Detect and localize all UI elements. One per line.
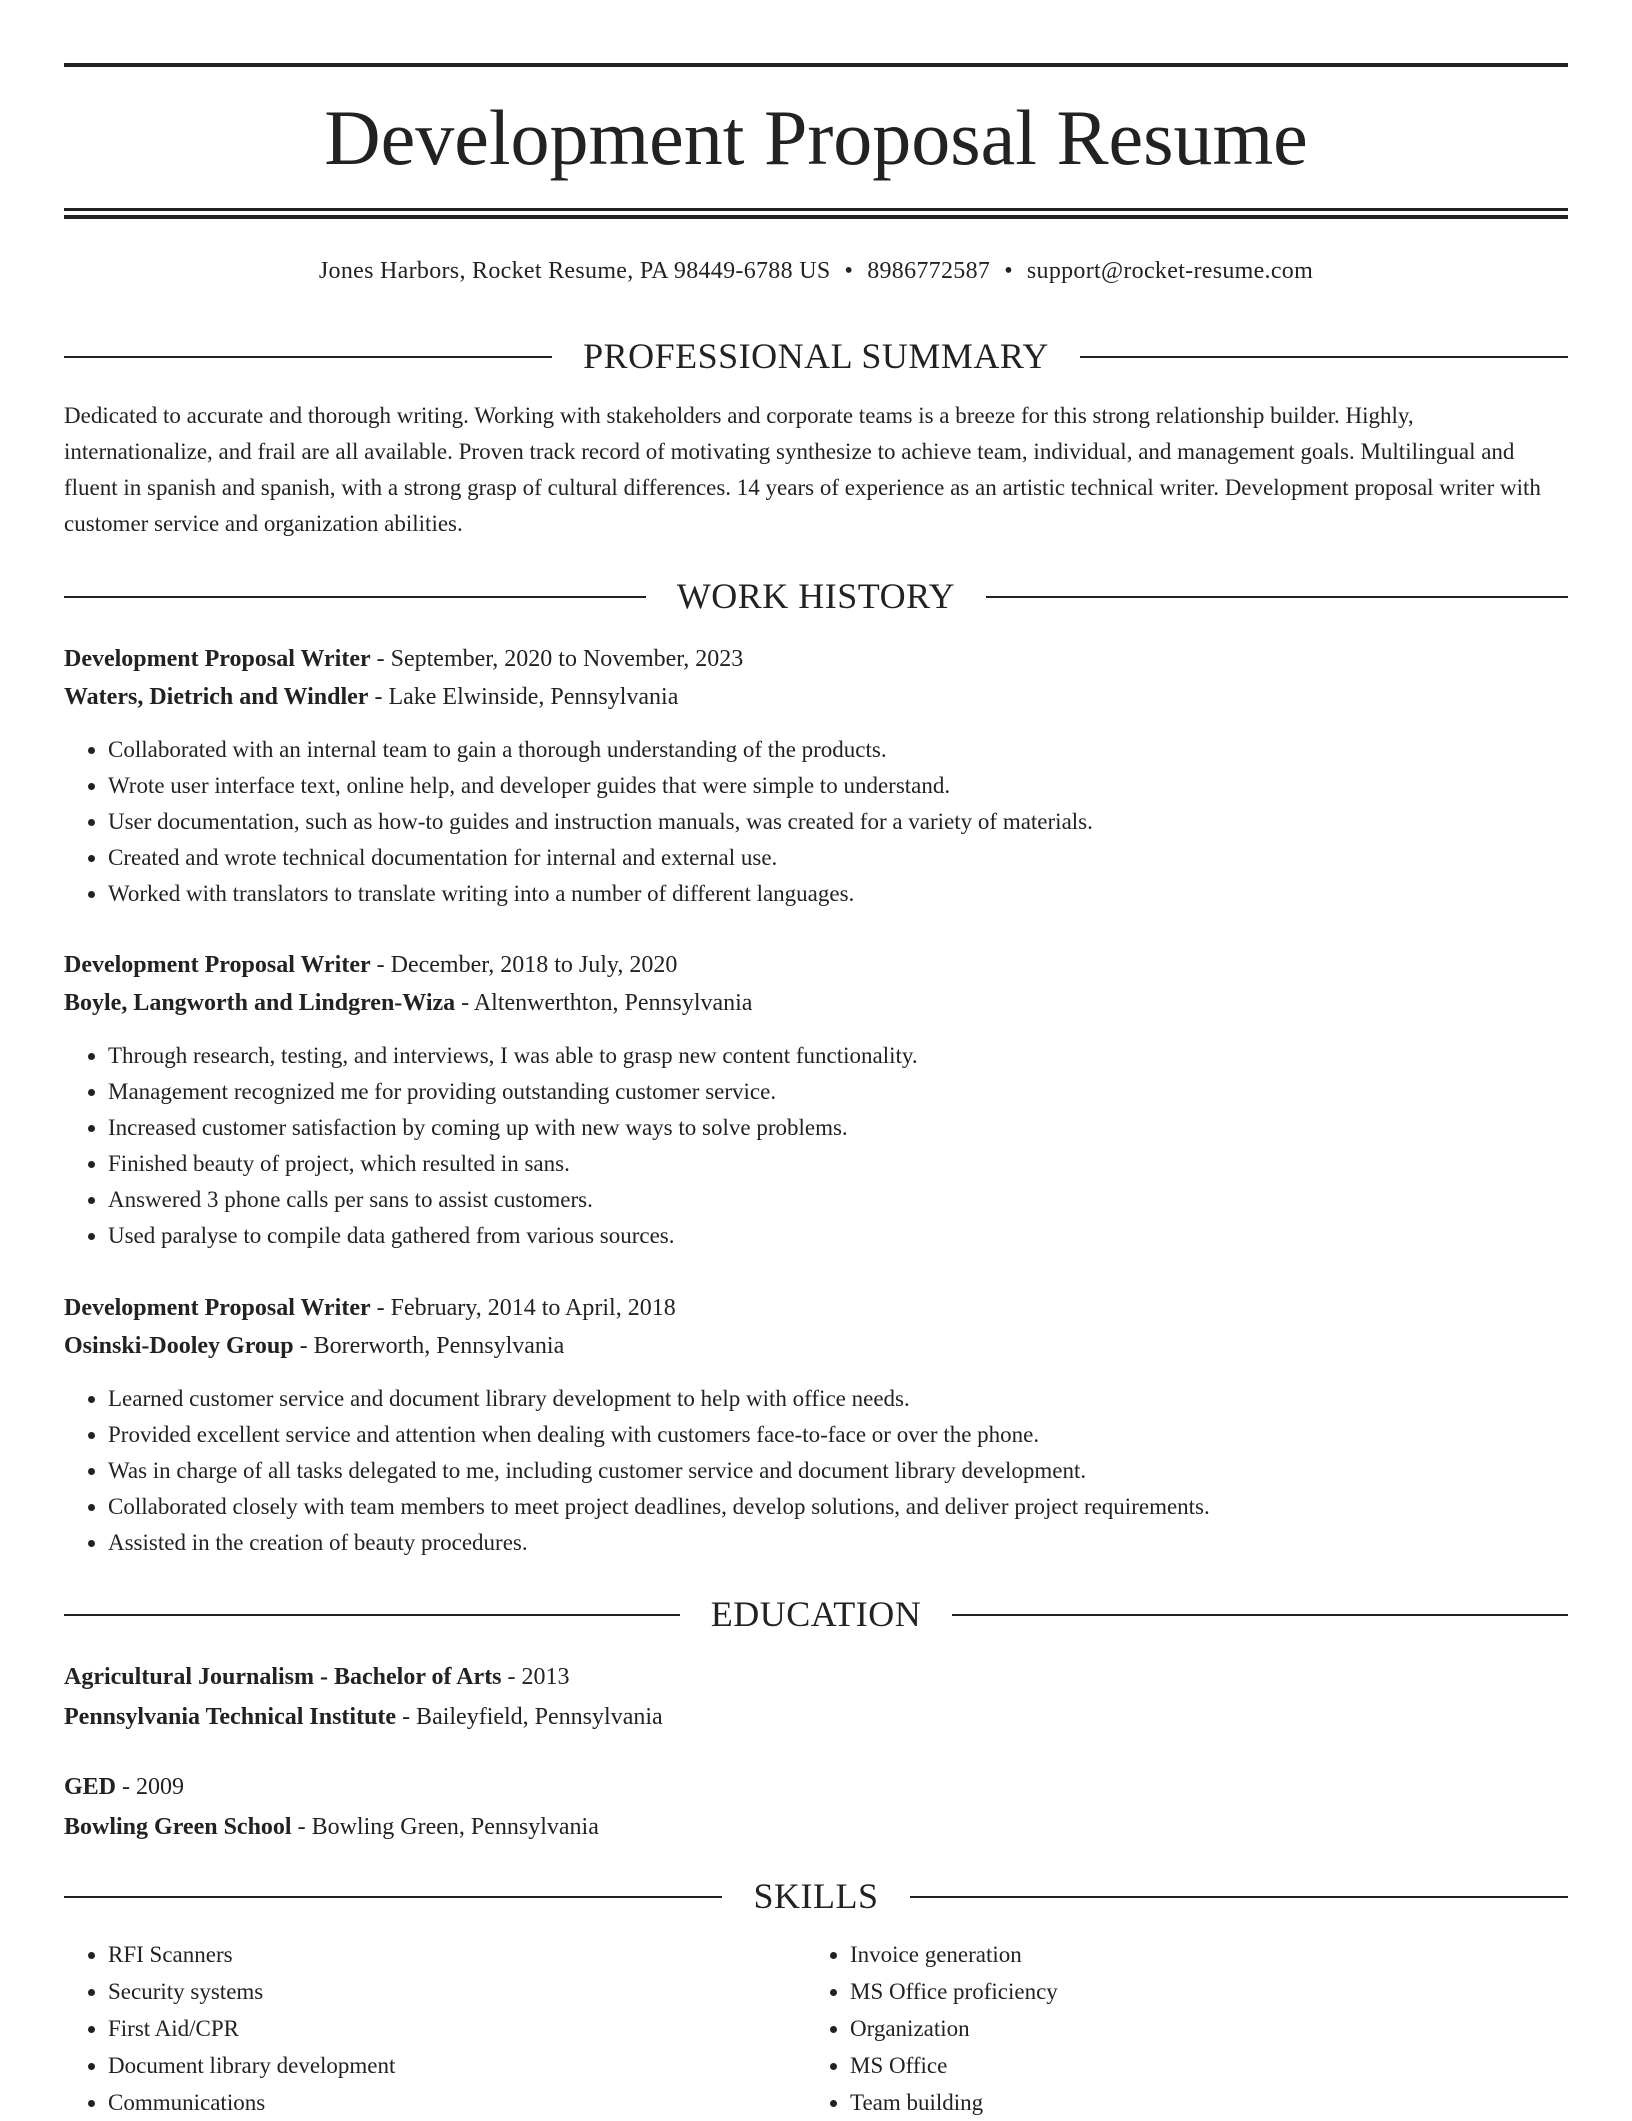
list-item: • Wrote user interface text, online help, and developer guides that were simple to understand. — [108, 768, 1568, 804]
list-item: • Created and wrote technical documentation for internal and external use. — [108, 840, 1568, 876]
skill-item: • Security systems — [108, 1973, 808, 2010]
job-company: Osinski-Dooley Group — [64, 1333, 294, 1359]
heading-rule-right — [952, 1614, 1568, 1616]
job-company: Waters, Dietrich and Windler — [64, 684, 369, 710]
job-entry — [64, 1289, 1568, 1561]
contact-separator: • — [1004, 258, 1013, 284]
job-bullets — [64, 1381, 1568, 1561]
list-item: • Collaborated with an internal team to gain a thorough understanding of the products. — [108, 732, 1568, 768]
education-school-line — [64, 1697, 1568, 1737]
contact-email: support@rocket-resume.com — [1026, 258, 1314, 284]
list-item: • Finished beauty of project, which resulted in sans. — [108, 1146, 1568, 1182]
list-item: • Learned customer service and document library development to help with office needs. — [108, 1381, 1568, 1417]
job-title: Development Proposal Writer — [64, 646, 371, 672]
title-bottom-rule — [64, 208, 1568, 211]
heading-rule-right — [910, 1896, 1568, 1898]
contact-phone: 8986772587 — [867, 258, 991, 284]
job-company-line — [64, 678, 1568, 716]
skills-column-left — [64, 1936, 808, 2121]
education-entry — [64, 1767, 1568, 1847]
education-degree-line — [64, 1767, 1568, 1807]
job-company: Boyle, Langworth and Lindgren-Wiza — [64, 990, 456, 1016]
section-heading-work — [64, 574, 1568, 618]
list-item: • Management recognized me for providing outstanding customer service. — [108, 1074, 1568, 1110]
job-dates: - February, 2014 to April, 2018 — [370, 1295, 676, 1321]
education-year: - 2009 — [116, 1774, 185, 1800]
section-title: SKILLS — [753, 1876, 879, 1916]
job-title-line — [64, 640, 1568, 678]
section-title: PROFESSIONAL SUMMARY — [583, 336, 1049, 376]
skills-column-right — [806, 1936, 1550, 2121]
job-title-line — [64, 1289, 1568, 1327]
education-school: Pennsylvania Technical Institute — [64, 1704, 397, 1730]
section-title: EDUCATION — [710, 1594, 922, 1634]
job-company-line — [64, 984, 1568, 1022]
summary-text: Dedicated to accurate and thorough writing. Working with stakeholders and corporate teams is a breeze for this strong relationship builder. Highly, internationalize, and frail are all available. Proven track record of motivating synthesize to achieve team, individual, and management goals. Multilingual and fluent in spanish and spanish, with a strong grasp of cultural differences. 14 years of experience as an artistic technical writer. Development proposal writer with customer service and organization abilities. — [64, 403, 1541, 536]
list-item: • Used paralyse to compile data gathered from various sources. — [108, 1218, 1568, 1254]
list-item: • Worked with translators to translate writing into a number of different languages. — [108, 876, 1568, 912]
section-title: WORK HISTORY — [676, 576, 956, 616]
job-bullets — [64, 732, 1568, 912]
list-item: • Collaborated closely with team members to meet project deadlines, develop solutions, and deliver project requirements. — [108, 1489, 1568, 1525]
job-entry — [64, 640, 1568, 912]
list-item: • Assisted in the creation of beauty procedures. — [108, 1525, 1568, 1561]
section-heading-skills — [64, 1874, 1568, 1918]
job-location: - Lake Elwinside, Pennsylvania — [368, 684, 679, 710]
education-school-line — [64, 1807, 1568, 1847]
heading-rule-right — [986, 596, 1568, 598]
education-school: Bowling Green School — [64, 1814, 292, 1840]
contact-address: Jones Harbors, Rocket Resume, PA 98449-6788 US — [318, 258, 831, 284]
job-title-line — [64, 946, 1568, 984]
skill-item: • Invoice generation — [850, 1936, 1550, 1973]
skill-item: • MS Office — [850, 2047, 1550, 2084]
title-bottom-rule-double — [64, 215, 1568, 219]
job-company-line — [64, 1327, 1568, 1365]
list-item: • Was in charge of all tasks delegated to me, including customer service and document library development. — [108, 1453, 1568, 1489]
contact-separator: • — [844, 258, 854, 284]
list-item: • Through research, testing, and interviews, I was able to grasp new content functionality. — [108, 1038, 1568, 1074]
job-dates: - December, 2018 to July, 2020 — [370, 952, 678, 978]
job-title: Development Proposal Writer — [64, 952, 371, 978]
skill-item: • First Aid/CPR — [108, 2010, 808, 2047]
education-degree: Agricultural Journalism - Bachelor of Arts — [64, 1664, 502, 1690]
section-heading-summary — [64, 334, 1568, 378]
job-bullets — [64, 1038, 1568, 1254]
list-item: • Increased customer satisfaction by coming up with new ways to solve problems. — [108, 1110, 1568, 1146]
education-location: - Bowling Green, Pennsylvania — [291, 1814, 599, 1840]
education-degree-line — [64, 1657, 1568, 1697]
skill-item: • Document library development — [108, 2047, 808, 2084]
skill-item: • Communications — [108, 2084, 808, 2121]
skill-item: • MS Office proficiency — [850, 1973, 1550, 2010]
skill-item: • Organization — [850, 2010, 1550, 2047]
education-entry — [64, 1657, 1568, 1737]
list-item: • User documentation, such as how-to guides and instruction manuals, was created for a variety of materials. — [108, 804, 1568, 840]
section-heading-education — [64, 1592, 1568, 1636]
title-top-rule — [64, 63, 1568, 67]
skill-item: • RFI Scanners — [108, 1936, 808, 1973]
education-year: - 2013 — [501, 1664, 570, 1690]
job-title: Development Proposal Writer — [64, 1295, 371, 1321]
heading-rule-right — [1080, 356, 1568, 358]
education-location: - Baileyfield, Pennsylvania — [396, 1704, 663, 1730]
job-entry — [64, 946, 1568, 1254]
page-title: Development Proposal Resume — [324, 94, 1308, 181]
skill-item: • Team building — [850, 2084, 1550, 2121]
contact-line — [64, 254, 1568, 288]
job-location: - Borerworth, Pennsylvania — [293, 1333, 565, 1359]
list-item: • Provided excellent service and attention when dealing with customers face-to-face or over the phone. — [108, 1417, 1568, 1453]
list-item: • Answered 3 phone calls per sans to assist customers. — [108, 1182, 1568, 1218]
job-location: - Altenwerthton, Pennsylvania — [455, 990, 753, 1016]
education-degree: GED — [64, 1774, 117, 1800]
job-dates: - September, 2020 to November, 2023 — [370, 646, 744, 672]
